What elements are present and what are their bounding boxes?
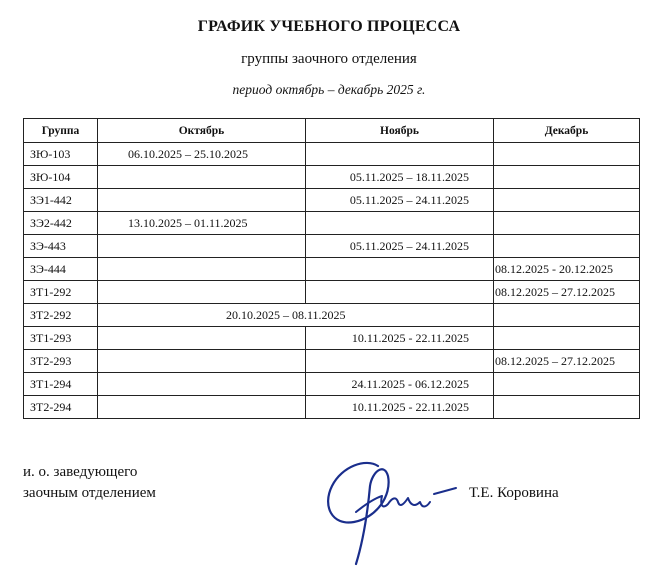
december-cell: 08.12.2025 – 27.12.2025 [494,281,640,304]
table-row [24,143,640,166]
group-cell: ЗТ2-292 [24,304,98,327]
column-header-group: Группа [24,119,98,143]
november-cell: 10.11.2025 - 22.11.2025 [306,327,494,350]
november-cell: 05.11.2025 – 24.11.2025 [306,235,494,258]
november-cell: 05.11.2025 – 24.11.2025 [306,189,494,212]
column-header-october: Октябрь [98,119,306,143]
december-cell [494,235,640,258]
group-cell: ЗЭ-444 [24,258,98,281]
signature-stroke [434,488,456,494]
october-cell [98,350,306,373]
october-cell [98,258,306,281]
december-cell [494,327,640,350]
november-cell: 05.11.2025 – 18.11.2025 [306,166,494,189]
table-row [24,304,640,327]
handwritten-signature [316,452,466,570]
table-row [24,373,640,396]
signer-name: Т.Е. Коровина [469,485,559,501]
group-cell: ЗТ2-293 [24,350,98,373]
group-cell: ЗЭ-443 [24,235,98,258]
position-line-2: заочным отделением [23,485,156,501]
group-cell: ЗЭ2-442 [24,212,98,235]
december-cell [494,189,640,212]
october-cell [98,373,306,396]
group-cell: ЗТ1-294 [24,373,98,396]
november-cell [306,350,494,373]
october-cell: 06.10.2025 – 25.10.2025 [98,143,306,166]
december-cell [494,373,640,396]
position-line-1: и. о. заведующего [23,464,138,480]
october-cell [98,281,306,304]
december-cell [494,396,640,419]
group-cell: ЗЮ-103 [24,143,98,166]
table-row [24,189,640,212]
table-row [24,327,640,350]
december-cell [494,143,640,166]
october-cell [98,327,306,350]
group-cell: ЗТ1-293 [24,327,98,350]
october-november-span-cell: 20.10.2025 – 08.11.2025 [98,304,494,327]
november-cell: 10.11.2025 - 22.11.2025 [306,396,494,419]
column-header-december: Декабрь [494,119,640,143]
group-cell: ЗЭ1-442 [24,189,98,212]
october-cell [98,235,306,258]
signatory-position [23,462,156,504]
table-row [24,235,640,258]
table-row [24,396,640,419]
december-cell: 08.12.2025 – 27.12.2025 [494,350,640,373]
document-subtitle: группы заочного отделения [241,51,417,67]
group-cell: ЗЮ-104 [24,166,98,189]
november-cell [306,143,494,166]
october-cell [98,166,306,189]
november-cell: 24.11.2025 - 06.12.2025 [306,373,494,396]
december-cell [494,166,640,189]
schedule-table [23,118,640,419]
table-header-row [24,119,640,143]
december-cell [494,212,640,235]
table-row [24,166,640,189]
signature-stroke [328,463,389,564]
document-period: период октябрь – декабрь 2025 г. [232,82,426,97]
table-row [24,258,640,281]
column-header-november: Ноябрь [306,119,494,143]
december-cell [494,304,640,327]
december-cell: 08.12.2025 - 20.12.2025 [494,258,640,281]
table-row [24,212,640,235]
table-row [24,350,640,373]
november-cell [306,281,494,304]
november-cell [306,212,494,235]
october-cell: 13.10.2025 – 01.11.2025 [98,212,306,235]
october-cell [98,189,306,212]
table-row [24,281,640,304]
document-title: ГРАФИК УЧЕБНОГО ПРОЦЕССА [197,18,461,35]
group-cell: ЗТ1-292 [24,281,98,304]
group-cell: ЗТ2-294 [24,396,98,419]
november-cell [306,258,494,281]
october-cell [98,396,306,419]
